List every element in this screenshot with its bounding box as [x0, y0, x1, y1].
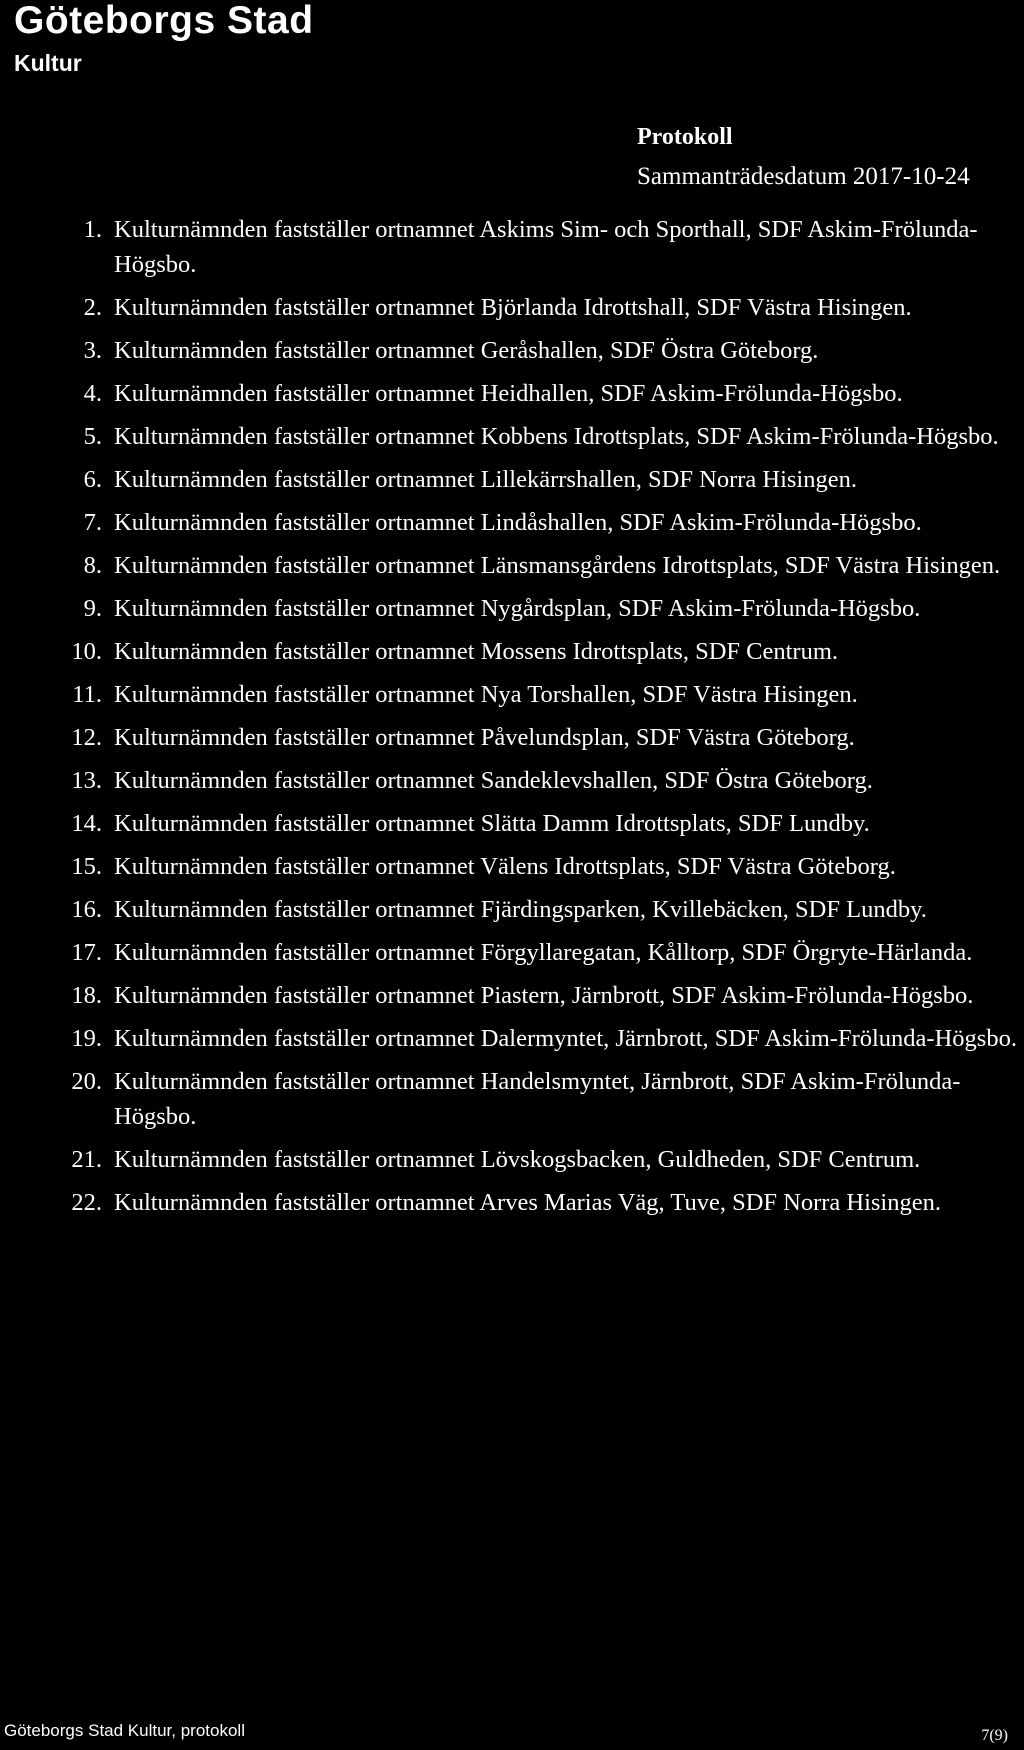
- item-text: Kulturnämnden fastställer ortnamnet Lövskogsbacken, Guldheden, SDF Centrum.: [114, 1146, 921, 1173]
- list-item: [60, 849, 1022, 884]
- list-item: [60, 548, 1022, 583]
- list-item: [60, 763, 1022, 798]
- decision-list: [60, 212, 1022, 1228]
- item-text: Kulturnämnden fastställer ortnamnet Handelsmyntet, Järnbrott, SDF Askim-Frölunda-Högsbo.: [114, 1068, 961, 1130]
- list-item: [60, 505, 1022, 540]
- document-type: Protokoll: [637, 124, 733, 150]
- list-item: [60, 806, 1022, 841]
- item-number: 18.: [71, 982, 102, 1009]
- list-item: [60, 591, 1022, 626]
- item-number: 16.: [71, 896, 102, 923]
- list-item: [60, 720, 1022, 755]
- item-text: Kulturnämnden fastställer ortnamnet Lillekärrshallen, SDF Norra Hisingen.: [114, 466, 857, 493]
- page-number: 7(9): [981, 1727, 1008, 1744]
- item-text: Kulturnämnden fastställer ortnamnet Dalermyntet, Järnbrott, SDF Askim-Frölunda-Högsbo.: [114, 1025, 1017, 1052]
- item-number: 10.: [71, 638, 102, 665]
- item-text: Kulturnämnden fastställer ortnamnet Påvelundsplan, SDF Västra Göteborg.: [114, 724, 855, 751]
- item-text: Kulturnämnden fastställer ortnamnet Nya Torshallen, SDF Västra Hisingen.: [114, 681, 858, 708]
- item-text: Kulturnämnden fastställer ortnamnet Piastern, Järnbrott, SDF Askim-Frölunda-Högsbo.: [114, 982, 974, 1009]
- list-item: [60, 634, 1022, 669]
- item-number: 1.: [83, 216, 102, 243]
- item-number: 21.: [71, 1146, 102, 1173]
- item-number: 9.: [83, 595, 102, 622]
- item-number: 3.: [83, 337, 102, 364]
- list-item: [60, 212, 1022, 282]
- item-text: Kulturnämnden fastställer ortnamnet Lindåshallen, SDF Askim-Frölunda-Högsbo.: [114, 509, 922, 536]
- item-number: 11.: [72, 681, 102, 708]
- footer-title: Göteborgs Stad Kultur, protokoll: [4, 1721, 245, 1740]
- item-text: Kulturnämnden fastställer ortnamnet Mossens Idrottsplats, SDF Centrum.: [114, 638, 839, 665]
- item-text: Kulturnämnden fastställer ortnamnet Välens Idrottsplats, SDF Västra Göteborg.: [114, 853, 896, 880]
- item-number: 7.: [83, 509, 102, 536]
- list-item: [60, 935, 1022, 970]
- item-number: 19.: [71, 1025, 102, 1052]
- list-item: [60, 1064, 1022, 1134]
- list-item: [60, 677, 1022, 712]
- item-number: 6.: [83, 466, 102, 493]
- item-number: 20.: [71, 1068, 102, 1095]
- department-name: Kultur: [14, 50, 82, 76]
- list-item: [60, 419, 1022, 454]
- list-item: [60, 1185, 1022, 1220]
- item-text: Kulturnämnden fastställer ortnamnet Slätta Damm Idrottsplats, SDF Lundby.: [114, 810, 870, 837]
- item-text: Kulturnämnden fastställer ortnamnet Björlanda Idrottshall, SDF Västra Hisingen.: [114, 294, 912, 321]
- item-text: Kulturnämnden fastställer ortnamnet Förgyllaregatan, Kålltorp, SDF Örgryte-Härlanda.: [114, 939, 973, 966]
- list-item: [60, 892, 1022, 927]
- item-text: Kulturnämnden fastställer ortnamnet Arves Marias Väg, Tuve, SDF Norra Hisingen.: [114, 1189, 941, 1216]
- item-number: 15.: [71, 853, 102, 880]
- item-text: Kulturnämnden fastställer ortnamnet Geråshallen, SDF Östra Göteborg.: [114, 337, 819, 364]
- list-item: [60, 462, 1022, 497]
- item-number: 17.: [71, 939, 102, 966]
- item-text: Kulturnämnden fastställer ortnamnet Sandeklevshallen, SDF Östra Göteborg.: [114, 767, 873, 794]
- item-text: Kulturnämnden fastställer ortnamnet Nygårdsplan, SDF Askim-Frölunda-Högsbo.: [114, 595, 921, 622]
- item-number: 4.: [83, 380, 102, 407]
- list-item: [60, 333, 1022, 368]
- item-number: 22.: [71, 1189, 102, 1216]
- item-text: Kulturnämnden fastställer ortnamnet Kobbens Idrottsplats, SDF Askim-Frölunda-Högsbo.: [114, 423, 999, 450]
- organization-name: Göteborgs Stad: [14, 0, 314, 42]
- list-item: [60, 290, 1022, 325]
- item-text: Kulturnämnden fastställer ortnamnet Askims Sim- och Sporthall, SDF Askim-Frölunda-Högsbo.: [114, 216, 978, 278]
- list-item: [60, 1142, 1022, 1177]
- item-text: Kulturnämnden fastställer ortnamnet Länsmansgårdens Idrottsplats, SDF Västra Hisingen.: [114, 552, 1001, 579]
- item-text: Kulturnämnden fastställer ortnamnet Heidhallen, SDF Askim-Frölunda-Högsbo.: [114, 380, 903, 407]
- item-number: 2.: [83, 294, 102, 321]
- item-number: 5.: [83, 423, 102, 450]
- item-number: 14.: [71, 810, 102, 837]
- list-item: [60, 376, 1022, 411]
- item-text: Kulturnämnden fastställer ortnamnet Fjärdingsparken, Kvillebäcken, SDF Lundby.: [114, 896, 927, 923]
- list-item: [60, 978, 1022, 1013]
- meeting-date: Sammanträdesdatum 2017-10-24: [637, 163, 970, 190]
- item-number: 12.: [71, 724, 102, 751]
- list-item: [60, 1021, 1022, 1056]
- item-number: 13.: [71, 767, 102, 794]
- item-number: 8.: [83, 552, 102, 579]
